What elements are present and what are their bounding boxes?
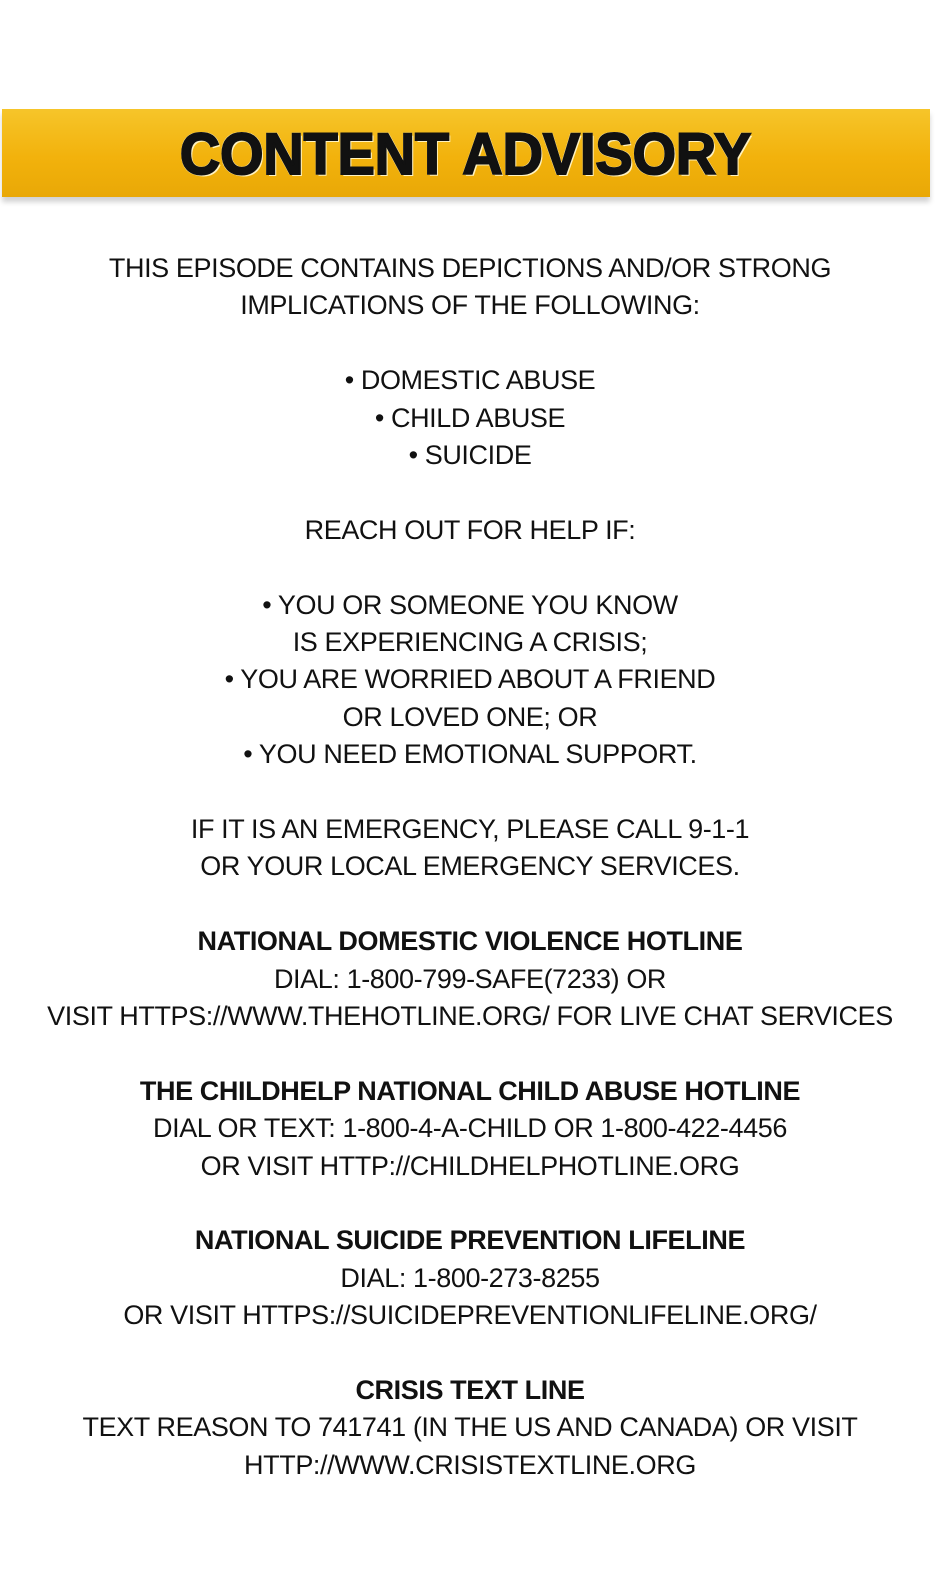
resource-line: DIAL: 1-800-799-SAFE(7233) OR <box>273 963 667 994</box>
resource-line: DIAL: 1-800-273-8255 <box>340 1262 600 1293</box>
resource-line: VISIT HTTPS://WWW.THEHOTLINE.ORG/ FOR LIVE CHAT SERVICES <box>47 1001 893 1032</box>
resource-title-domestic-violence: NATIONAL DOMESTIC VIOLENCE HOTLINE <box>197 926 743 957</box>
reach-out-line: • YOU ARE WORRIED ABOUT A FRIEND <box>224 664 716 695</box>
advisory-body <box>0 250 940 1484</box>
reach-out-line: OR LOVED ONE; OR <box>342 701 598 732</box>
reach-out-heading: REACH OUT FOR HELP IF: <box>304 514 636 545</box>
topic-item-domestic-abuse: • DOMESTIC ABUSE <box>344 365 596 396</box>
intro-line: IMPLICATIONS OF THE FOLLOWING: <box>240 290 700 321</box>
resource-line: HTTP://WWW.CRISISTEXTLINE.ORG <box>244 1449 696 1480</box>
emergency-line: IF IT IS AN EMERGENCY, PLEASE CALL 9-1-1 <box>190 814 750 845</box>
banner-title: CONTENT ADVISORY <box>180 121 752 187</box>
intro-line: THIS EPISODE CONTAINS DEPICTIONS AND/OR STRONG <box>108 253 832 283</box>
resource-title-childhelp: THE CHILDHELP NATIONAL CHILD ABUSE HOTLINE <box>139 1075 801 1106</box>
resource-line: DIAL OR TEXT: 1-800-4-A-CHILD OR 1-800-422-4456 <box>153 1113 787 1144</box>
topic-item-suicide: • SUICIDE <box>408 440 532 471</box>
reach-out-line: IS EXPERIENCING A CRISIS; <box>292 627 648 658</box>
emergency-line: OR YOUR LOCAL EMERGENCY SERVICES. <box>200 851 740 882</box>
topic-item-child-abuse: • CHILD ABUSE <box>374 402 566 433</box>
reach-out-line: • YOU OR SOMEONE YOU KNOW <box>262 589 678 620</box>
resource-line: OR VISIT HTTPS://SUICIDEPREVENTIONLIFELINE.ORG/ <box>123 1300 817 1331</box>
content-advisory-banner <box>2 109 930 197</box>
reach-out-line: • YOU NEED EMOTIONAL SUPPORT. <box>243 739 697 770</box>
resource-title-suicide-lifeline: NATIONAL SUICIDE PREVENTION LIFELINE <box>194 1225 746 1256</box>
resource-line: TEXT REASON TO 741741 (IN THE US AND CANADA) OR VISIT <box>82 1412 858 1443</box>
resource-line: OR VISIT HTTP://CHILDHELPHOTLINE.ORG <box>200 1150 740 1181</box>
resource-title-crisis-text-line: CRISIS TEXT LINE <box>355 1375 585 1406</box>
